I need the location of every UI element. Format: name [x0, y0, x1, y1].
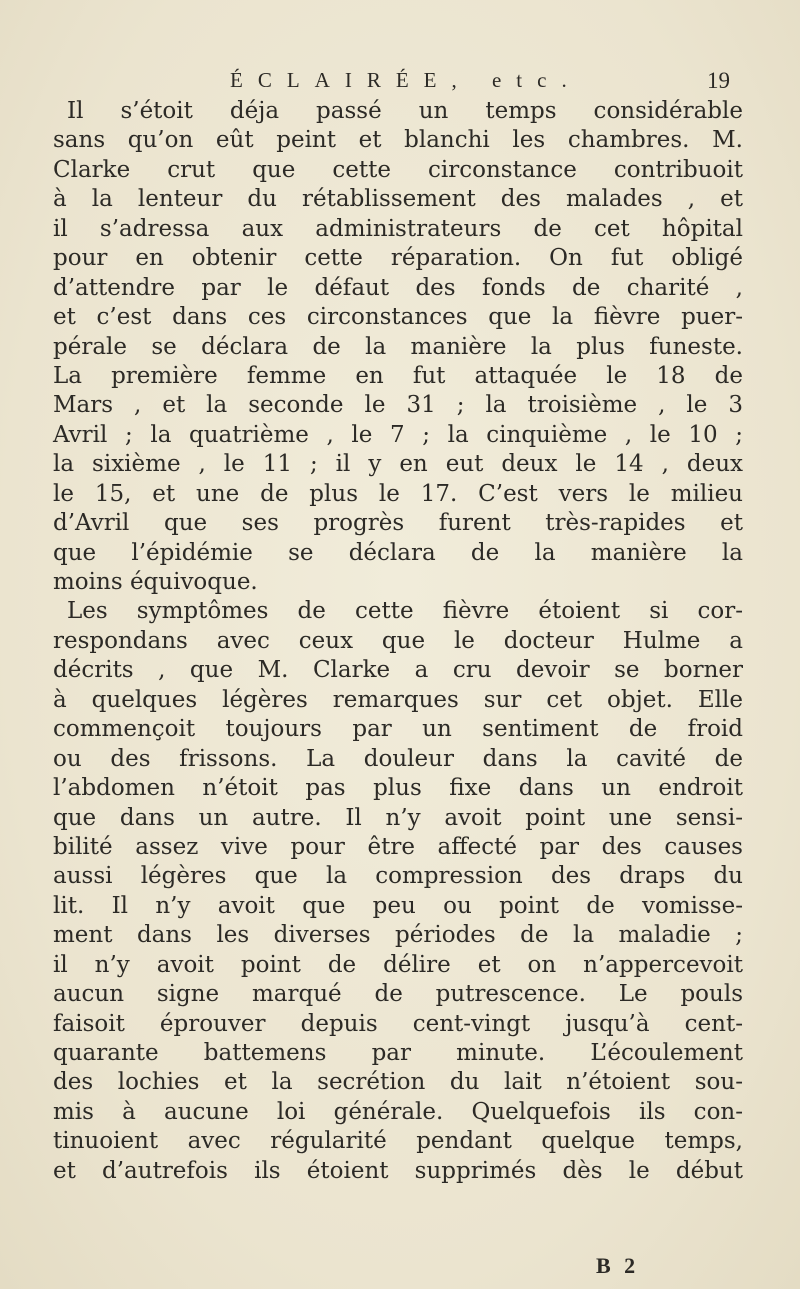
text-line: que l’épidémie se déclara de la manière la: [53, 539, 743, 566]
text-line: Les symptômes de cette fièvre étoient si cor-: [67, 598, 743, 625]
text-line: il n’y avoit point de délire et on n’appercevoit: [53, 951, 743, 978]
text-line: pérale se déclara de la manière la plus funeste.: [53, 333, 743, 360]
text-line: mis à aucune loi générale. Quelquefois ils con-: [53, 1098, 743, 1125]
text-line: pour en obtenir cette réparation. On fut obligé: [53, 245, 743, 272]
text-line: commençoit toujours par un sentiment de froid: [53, 716, 743, 743]
text-line: décrits , que M. Clarke a cru devoir se borner: [53, 657, 743, 684]
body-text: [53, 97, 743, 1186]
text-line: ou des frissons. La douleur dans la cavité de: [53, 745, 743, 772]
text-line: le 15, et une de plus le 17. C’est vers le milieu: [53, 480, 743, 507]
text-line: des lochies et la secrétion du lait n’étoient sou-: [53, 1069, 743, 1096]
signature-mark: B 2: [596, 1253, 640, 1278]
running-title: ÉCLAIRÉE, etc.: [230, 68, 582, 92]
text-line: faisoit éprouver depuis cent-vingt jusqu’à cent-: [53, 1010, 743, 1037]
text-line: à quelques légères remarques sur cet objet. Elle: [53, 686, 743, 713]
text-line: il s’adressa aux administrateurs de cet hôpital: [53, 215, 743, 242]
text-line: et c’est dans ces circonstances que la fièvre puer-: [53, 304, 743, 331]
text-line: tinuoient avec régularité pendant quelque temps,: [53, 1128, 743, 1155]
text-line: La première femme en fut attaquée le 18 de: [53, 362, 743, 389]
text-line: moins équivoque.: [53, 569, 258, 595]
text-line: la sixième , le 11 ; il y en eut deux le 14 , deux: [53, 451, 743, 478]
text-line: que dans un autre. Il n’y avoit point une sensi-: [53, 804, 743, 831]
page-number: 19: [707, 68, 730, 93]
text-line: d’Avril que ses progrès furent très-rapides et: [53, 510, 743, 537]
text-line: d’attendre par le défaut des fonds de charité ,: [53, 274, 743, 301]
text-line: Il s’étoit déja passé un temps considérable: [67, 98, 743, 124]
text-line: l’abdomen n’étoit pas plus fixe dans un endroit: [53, 775, 743, 802]
text-line: Avril ; la quatrième , le 7 ; la cinquième , le 10 ;: [53, 421, 743, 448]
text-line: respondans avec ceux que le docteur Hulme a: [53, 627, 743, 654]
text-line: sans qu’on eût peint et blanchi les chambres. M.: [53, 127, 743, 154]
text-line: à la lenteur du rétablissement des malades , et: [53, 186, 743, 213]
text-line: lit. Il n’y avoit que peu ou point de vomisse-: [53, 892, 743, 919]
text-line: quarante battemens par minute. L’écoulement: [53, 1040, 743, 1066]
text-line: aucun signe marqué de putrescence. Le pouls: [53, 981, 743, 1008]
text-line: Clarke crut que cette circonstance contribuoit: [53, 156, 743, 183]
text-line: et d’autrefois ils étoient supprimés dès le début: [53, 1157, 743, 1184]
text-line: ment dans les diverses périodes de la maladie ;: [53, 922, 743, 949]
text-line: Mars , et la seconde le 31 ; la troisième , le 3: [53, 392, 743, 419]
text-line: bilité assez vive pour être affecté par des causes: [53, 833, 743, 860]
text-line: aussi légères que la compression des draps du: [53, 863, 743, 890]
